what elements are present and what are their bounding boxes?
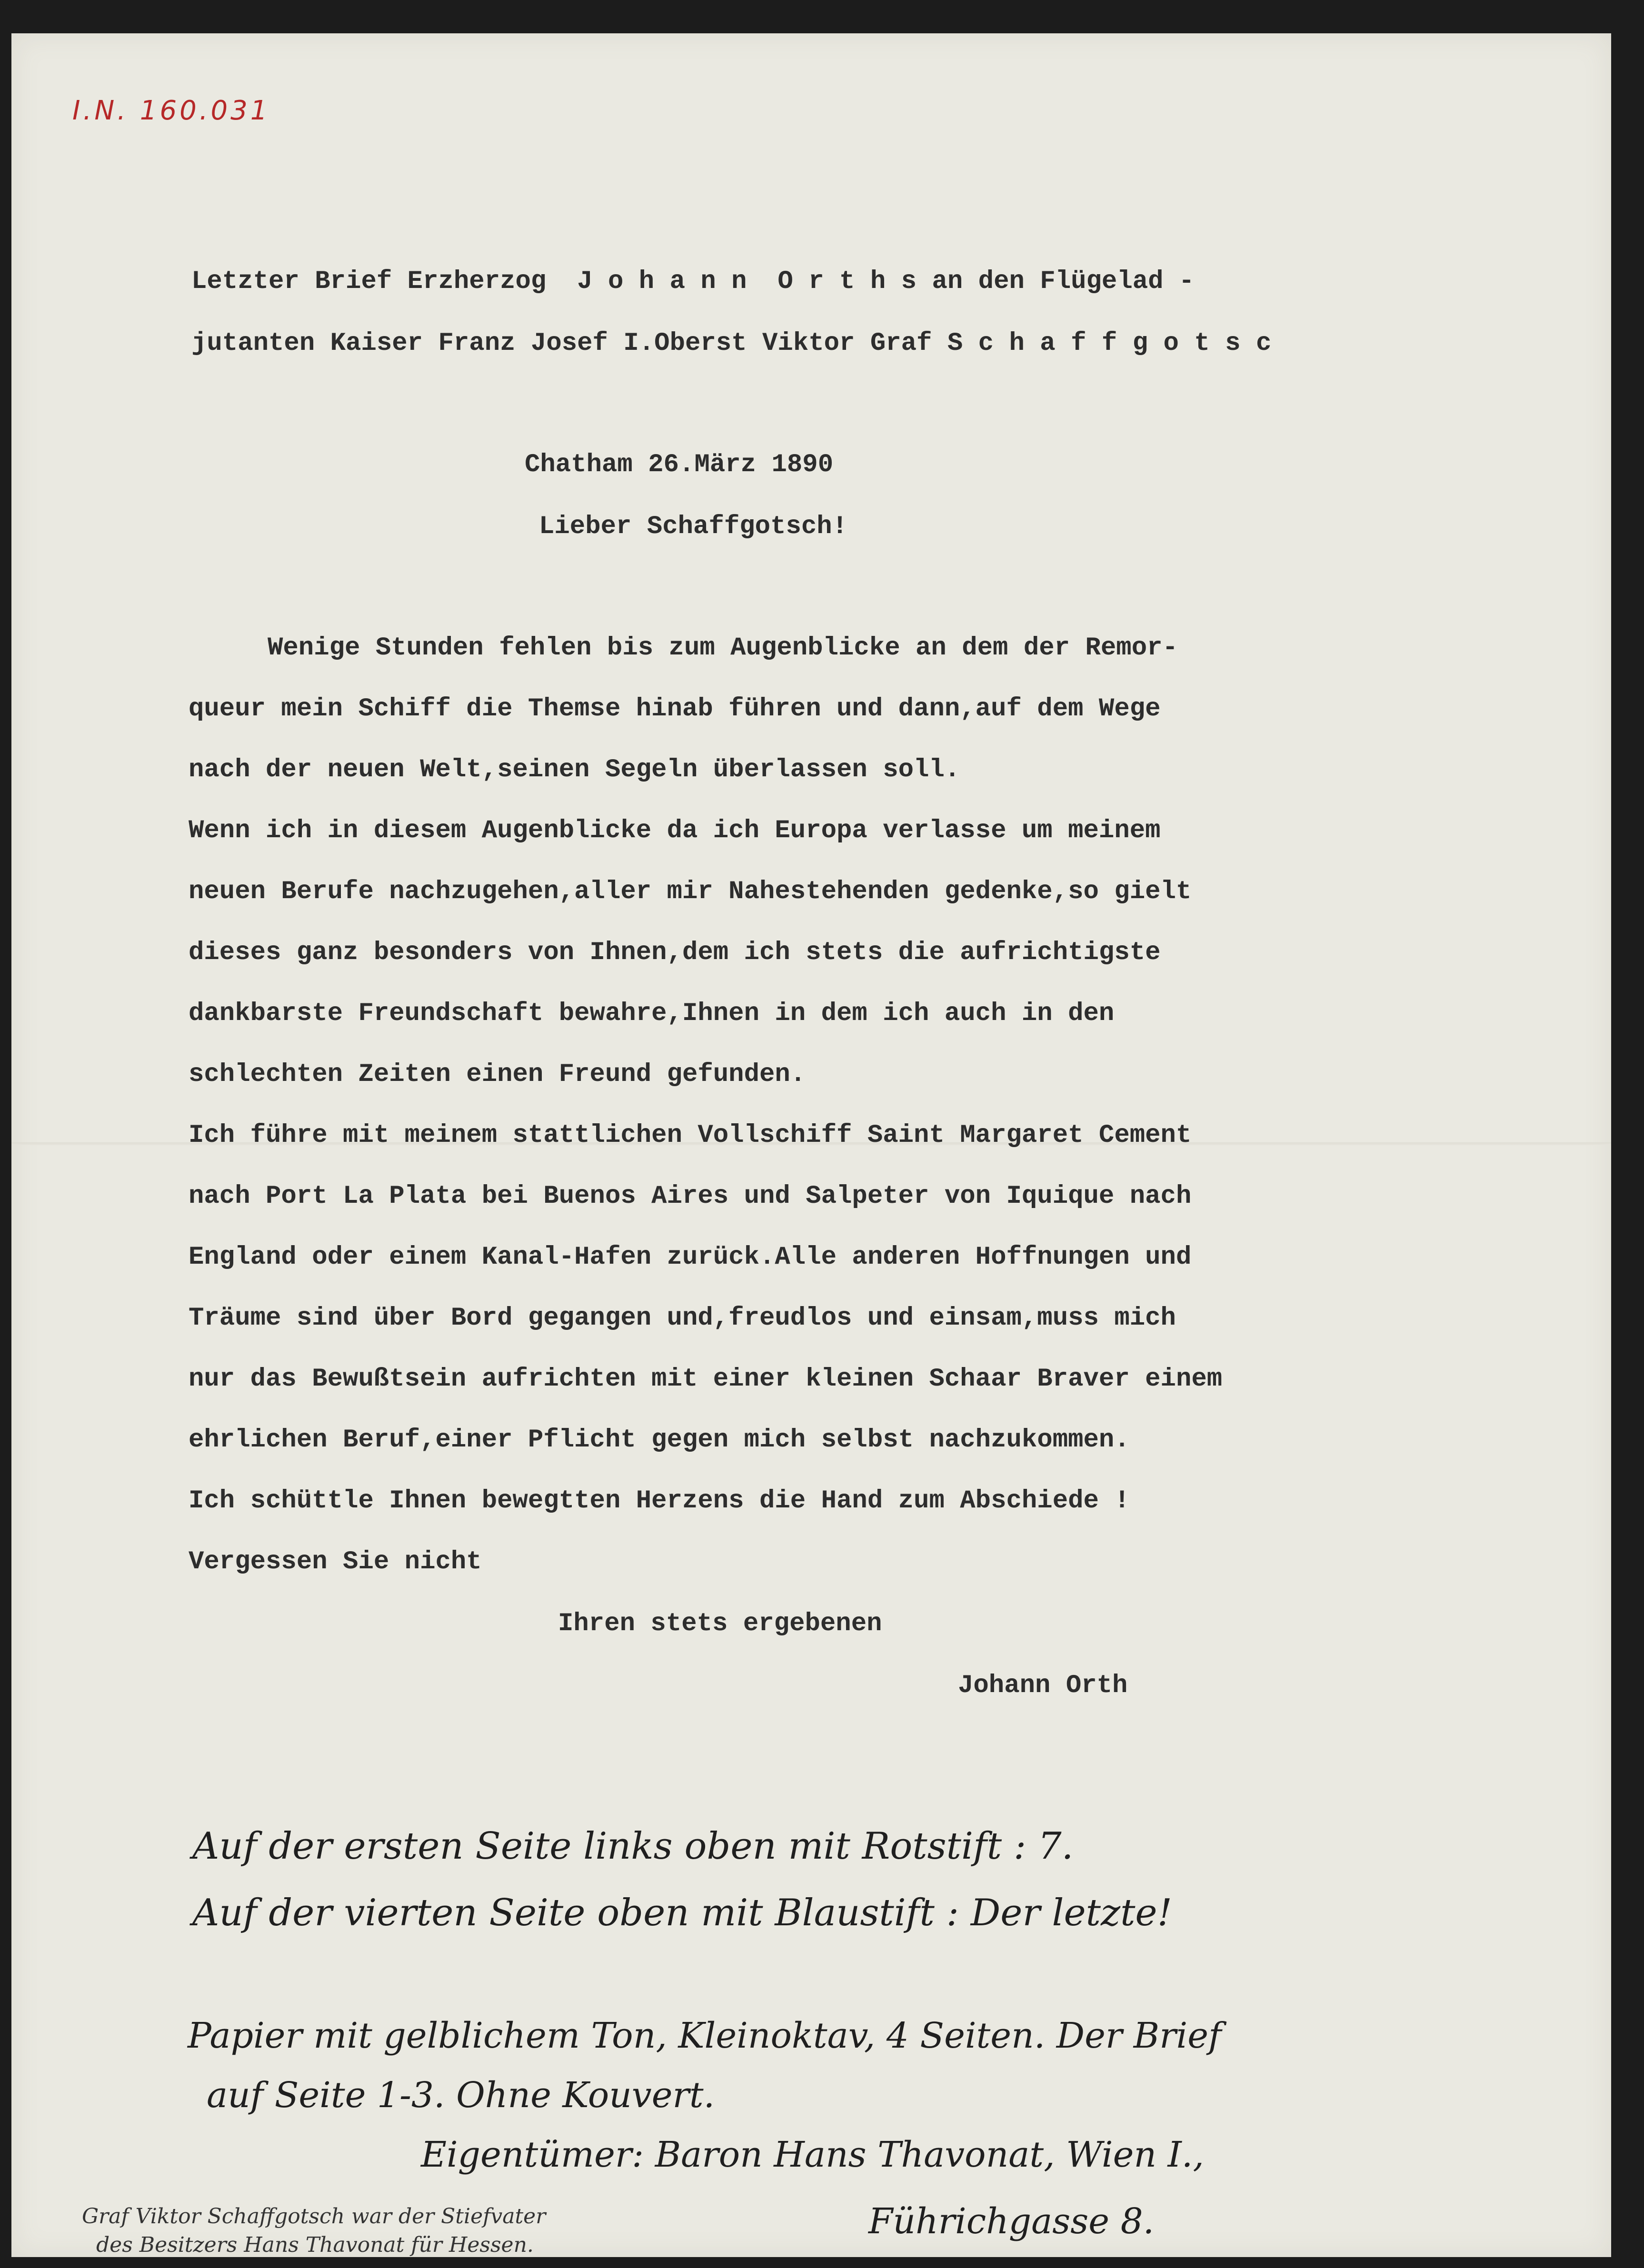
- title-line-2: jutanten Kaiser Franz Josef I.Oberst Viktor Graf S c h a f f g o t s c: [191, 329, 1272, 358]
- place-date: Chatham 26.März 1890: [525, 450, 834, 479]
- body-line: dankbarste Freundschaft bewahre,Ihnen in dem ich auch in den: [189, 999, 1115, 1028]
- body-line: queur mein Schiff die Themse hinab führen und dann,auf dem Wege: [189, 694, 1161, 723]
- body-line: Wenige Stunden fehlen bis zum Augenblicke an dem der Remor-: [268, 634, 1178, 663]
- handwritten-note: Führichgasse 8.: [868, 2201, 1155, 2242]
- handwritten-note: Eigentümer: Baron Hans Thavonat, Wien I.,: [421, 2134, 1204, 2175]
- handwritten-note: Papier mit gelblichem Ton, Kleinoktav, 4 Seiten. Der Brief: [188, 2015, 1222, 2056]
- handwritten-note: auf Seite 1-3. Ohne Kouvert.: [207, 2075, 715, 2116]
- closing: Ihren stets ergebenen: [558, 1609, 882, 1638]
- handwritten-note: Auf der ersten Seite links oben mit Rotstift : 7.: [192, 1825, 1074, 1868]
- body-line: nach der neuen Welt,seinen Segeln überlassen soll.: [189, 755, 960, 784]
- salutation: Lieber Schaffgotsch!: [539, 512, 848, 541]
- body-line: England oder einem Kanal-Hafen zurück.Alle anderen Hoffnungen und: [189, 1243, 1192, 1272]
- title-line-1: Letzter Brief Erzherzog J o h a n n O r t h s an den Flügelad -: [191, 267, 1195, 296]
- archive-number: I.N. 160.031: [72, 95, 270, 126]
- body-line: Träume sind über Bord gegangen und,freudlos und einsam,muss mich: [189, 1304, 1176, 1333]
- body-line: Wenn ich in diesem Augenblicke da ich Europa verlasse um meinem: [189, 816, 1161, 845]
- body-line: nur das Bewußtsein aufrichten mit einer kleinen Schaar Braver einem: [189, 1365, 1223, 1394]
- margin-note: des Besitzers Hans Thavonat für Hessen.: [96, 2233, 534, 2257]
- body-line: ehrlichen Beruf,einer Pflicht gegen mich selbst nachzukommen.: [189, 1426, 1130, 1455]
- body-line: schlechten Zeiten einen Freund gefunden.: [189, 1060, 806, 1089]
- signature: Johann Orth: [958, 1671, 1128, 1700]
- body-line: Ich führe mit meinem stattlichen Vollschiff Saint Margaret Cement: [189, 1121, 1192, 1150]
- letter-sheet: [11, 33, 1611, 2257]
- body-line: Ich schüttle Ihnen bewegtten Herzens die Hand zum Abschiede !: [189, 1486, 1130, 1515]
- handwritten-note: Auf der vierten Seite oben mit Blaustift : Der letzte!: [192, 1892, 1172, 1934]
- body-line: dieses ganz besonders von Ihnen,dem ich stets die aufrichtigste: [189, 938, 1161, 967]
- body-line: neuen Berufe nachzugehen,aller mir Nahestehenden gedenke,so gielt: [189, 877, 1192, 906]
- body-line: nach Port La Plata bei Buenos Aires und Salpeter von Iquique nach: [189, 1182, 1192, 1211]
- margin-note: Graf Viktor Schaffgotsch war der Stiefvater: [82, 2204, 546, 2228]
- body-line: Vergessen Sie nicht: [189, 1547, 482, 1576]
